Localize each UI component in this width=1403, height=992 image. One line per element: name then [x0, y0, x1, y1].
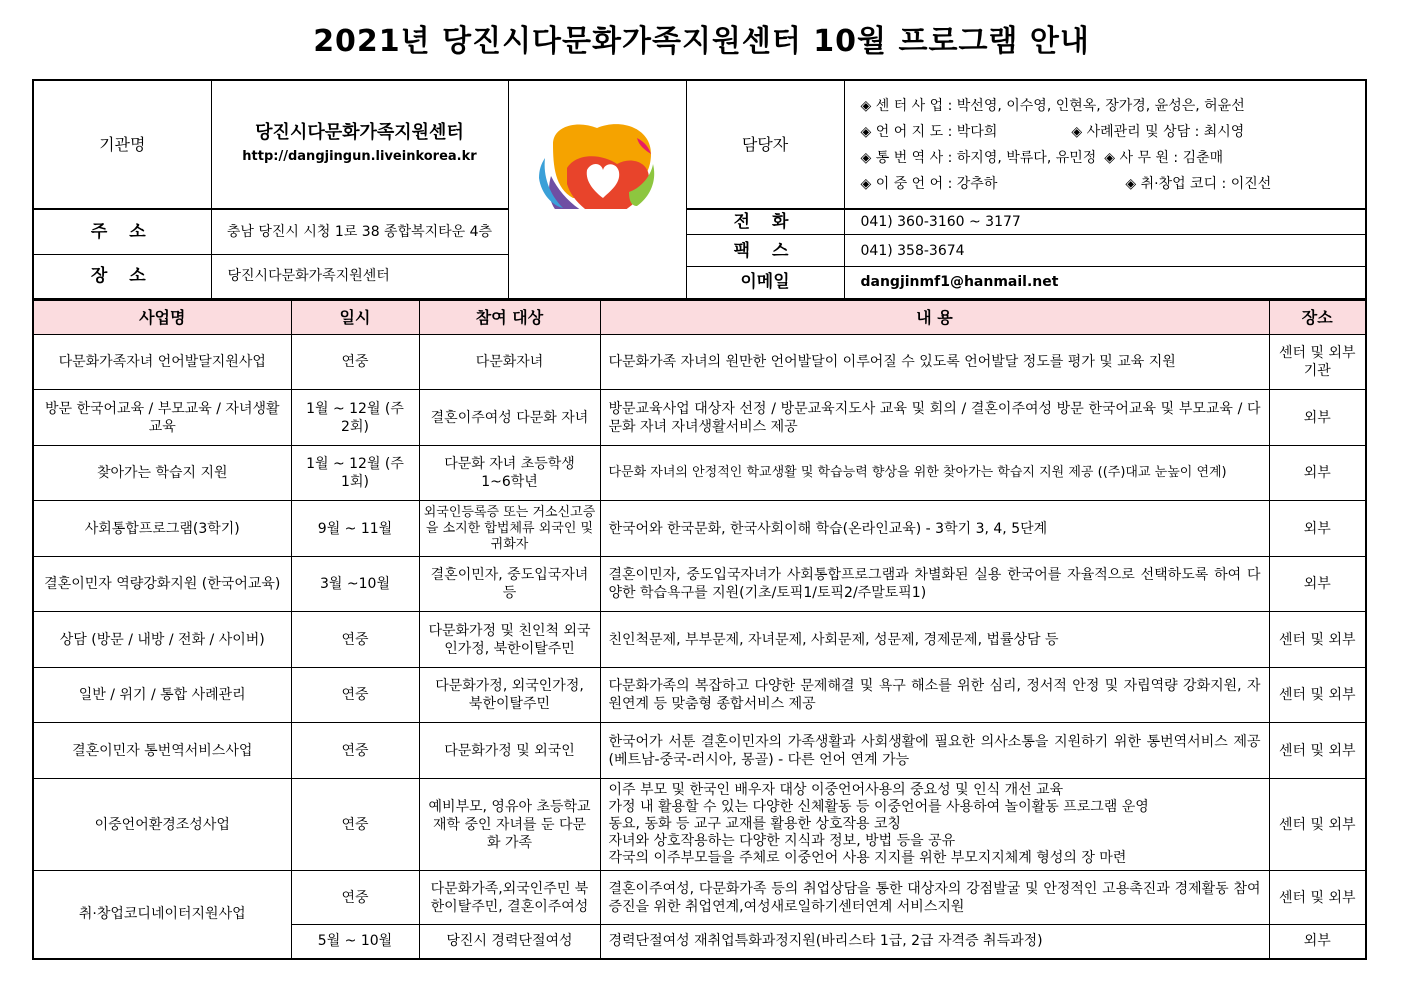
- program-content: 경력단절여성 재취업특화과정지원(바리스타 1급, 2급 자격증 취득과정): [600, 925, 1269, 959]
- program-target: 예비부모, 영유아 초등학교 재학 중인 자녀를 둔 다문화 가족: [419, 779, 600, 871]
- program-place: 외부: [1269, 446, 1366, 501]
- center-info-table: [32, 79, 1367, 210]
- table-row: [33, 871, 1366, 925]
- table-row: [33, 446, 1366, 501]
- program-place: 센터 및 외부: [1269, 668, 1366, 723]
- program-place: 외부: [1269, 501, 1366, 557]
- table-row: [33, 335, 1366, 390]
- program-place: 센터 및 외부: [1269, 612, 1366, 668]
- table-row: [33, 501, 1366, 557]
- program-date: 1월 ~ 12월 (주 1회): [291, 446, 419, 501]
- email-label: 이메일: [686, 267, 844, 299]
- address-label: 주 소: [33, 209, 211, 255]
- program-target: 외국인등록증 또는 거소신고증을 소지한 합법체류 외국인 및 귀화자: [419, 501, 600, 557]
- center-logo-icon: [533, 114, 661, 210]
- program-name: 다문화가족자녀 언어발달지원사업: [33, 335, 291, 390]
- content-line: 이주 부모 및 한국인 배우자 대상 이중언어사용의 중요성 및 인식 개선 교육: [608, 782, 1064, 798]
- program-content: 방문교육사업 대상자 선정 / 방문교육지도사 교육 및 회의 / 결혼이주여성 방문 한국어교육 및 부모교육 / 다문화 자녀 자녀생활서비스 제공: [600, 390, 1269, 446]
- program-target: 다문화가정 및 친인척 외국인가정, 북한이탈주민: [419, 612, 600, 668]
- program-content: 한국어와 한국문화, 한국사회이해 학습(온라인교육) - 3학기 3, 4, 5단계: [600, 501, 1269, 557]
- fax-value: 041) 358-3674: [844, 235, 1366, 267]
- content-line: 자녀와 상호작용하는 다양한 지식과 정보, 방법 등을 공유: [608, 833, 956, 849]
- program-target: 다문화가족,외국인주민 북한이탈주민, 결혼이주여성: [419, 871, 600, 925]
- program-content: 다문화 자녀의 안정적인 학교생활 및 학습능력 향상을 위한 찾아가는 학습지 지원 제공 ((주)대교 눈높이 연계): [600, 446, 1269, 501]
- program-content: 다문화가족의 복잡하고 다양한 문제해결 및 욕구 해소를 위한 심리, 정서적 안정 및 자립역량 강화지원, 자원연계 등 맞춤형 종합서비스 제공: [600, 668, 1269, 723]
- program-target: 다문화가정, 외국인가정, 북한이탈주민: [419, 668, 600, 723]
- program-content: 결혼이주여성, 다문화가족 등의 취업상담을 통한 대상자의 강점발굴 및 안정적인 고용촉진과 경제활동 참여 증진을 위한 취업연계,여성새로일하기센터연계 서비스지원: [600, 871, 1269, 925]
- place-value: 당진시다문화가족지원센터: [211, 255, 508, 299]
- address-value: 충남 당진시 시청 1로 38 종합복지타운 4층: [211, 209, 508, 255]
- program-name: 사회통합프로그램(3학기): [33, 501, 291, 557]
- center-info-table-lower: [32, 208, 1367, 300]
- logo-cell: [508, 80, 686, 209]
- content-line: 가정 내 활용할 수 있는 다양한 신체활동 등 이중언어를 사용하여 놀이활동 프로그램 운영: [608, 799, 1149, 815]
- table-row: [33, 779, 1366, 871]
- staff-line: ◈ 센 터 사 업 : 박선영, 이수영, 인현옥, 장가경, 윤성은, 허윤선: [860, 97, 1245, 114]
- place-label: 장 소: [33, 255, 211, 299]
- header-cell: 장소: [1269, 301, 1366, 335]
- program-content: 다문화가족 자녀의 원만한 언어발달이 이루어질 수 있도록 언어발달 정도를 평가 및 교육 지원: [600, 335, 1269, 390]
- phone-value: 041) 360-3160 ~ 3177: [844, 209, 1366, 235]
- program-content: [600, 779, 1269, 871]
- program-place: 외부: [1269, 925, 1366, 959]
- header-cell: 일시: [291, 301, 419, 335]
- program-name: 상담 (방문 / 내방 / 전화 / 사이버): [33, 612, 291, 668]
- program-name: 찾아가는 학습지 지원: [33, 446, 291, 501]
- program-date: 1월 ~ 12월 (주 2회): [291, 390, 419, 446]
- program-name: 결혼이민자 역량강화지원 (한국어교육): [33, 557, 291, 612]
- program-date: 5월 ~ 10월: [291, 925, 419, 959]
- program-name: 방문 한국어교육 / 부모교육 / 자녀생활교육: [33, 390, 291, 446]
- program-target: 결혼이민자, 중도입국자녀 등: [419, 557, 600, 612]
- program-target: 다문화자녀: [419, 335, 600, 390]
- email-value[interactable]: dangjinmf1@hanmail.net: [844, 267, 1366, 299]
- org-url[interactable]: http://dangjingun.liveinkorea.kr: [242, 148, 477, 164]
- header-cell: 참여 대상: [419, 301, 600, 335]
- org-name: 당진시다문화가족지원센터: [255, 121, 464, 143]
- program-date: 연중: [291, 668, 419, 723]
- staff-line: ◈ 통 번 역 사 : 하지영, 박류다, 유민정 ◈ 사 무 원 : 김춘매: [860, 149, 1224, 166]
- staff-line: ◈ 이 중 언 어 : 강추하 ◈ 취·창업 코디 : 이진선: [860, 175, 1272, 192]
- program-date: 9월 ~ 11월: [291, 501, 419, 557]
- staff-cell: [844, 80, 1366, 209]
- staff-line: ◈ 언 어 지 도 : 박다희 ◈ 사례관리 및 상담 : 최시영: [860, 123, 1245, 140]
- program-target: 당진시 경력단절여성: [419, 925, 600, 959]
- program-place: 센터 및 외부: [1269, 779, 1366, 871]
- program-name: 취·창업코디네이터지원사업: [33, 871, 291, 959]
- org-label: 기관명: [33, 80, 211, 209]
- table-row: [33, 557, 1366, 612]
- phone-label: 전 화: [686, 209, 844, 235]
- program-name: 일반 / 위기 / 통합 사례관리: [33, 668, 291, 723]
- program-place: 센터 및 외부기관: [1269, 335, 1366, 390]
- program-date: 연중: [291, 723, 419, 779]
- header-cell: 사업명: [33, 301, 291, 335]
- program-content: 한국어가 서툰 결혼이민자의 가족생활과 사회생활에 필요한 의사소통을 지원하기 위한 통번역서비스 제공(베트남-중국-러시아, 몽골) - 다른 언어 연계 가능: [600, 723, 1269, 779]
- program-name: 결혼이민자 통번역서비스사업: [33, 723, 291, 779]
- program-date: 연중: [291, 335, 419, 390]
- org-cell: [211, 80, 508, 209]
- table-row: [33, 612, 1366, 668]
- manager-label: 담당자: [686, 80, 844, 209]
- table-row: [33, 390, 1366, 446]
- program-place: 센터 및 외부: [1269, 871, 1366, 925]
- program-target: 다문화가정 및 외국인: [419, 723, 600, 779]
- program-content: 결혼이민자, 중도입국자녀가 사회통합프로그램과 차별화된 실용 한국어를 자율적으로 선택하도록 하여 다양한 학습욕구를 지원(기초/토픽1/토픽2/주말토픽1): [600, 557, 1269, 612]
- program-date: 연중: [291, 612, 419, 668]
- program-date: 연중: [291, 871, 419, 925]
- table-row: [33, 723, 1366, 779]
- program-name: 이중언어환경조성사업: [33, 779, 291, 871]
- program-table: [32, 300, 1367, 960]
- program-target: 다문화 자녀 초등학생 1~6학년: [419, 446, 600, 501]
- header-cell: 내 용: [600, 301, 1269, 335]
- content-line: 동요, 동화 등 교구 교재를 활용한 상호작용 코칭: [608, 816, 902, 832]
- program-place: 센터 및 외부: [1269, 723, 1366, 779]
- logo-spacer: [508, 209, 686, 299]
- program-date: 3월 ~10월: [291, 557, 419, 612]
- program-date: 연중: [291, 779, 419, 871]
- content-line: 각국의 이주부모들을 주체로 이중언어 사용 지지를 위한 부모지지체계 형성의 장 마련: [608, 850, 1127, 866]
- page-title: 2021년 당진시다문화가족지원센터 10월 프로그램 안내: [313, 24, 1090, 59]
- program-place: 외부: [1269, 557, 1366, 612]
- program-target: 결혼이주여성 다문화 자녀: [419, 390, 600, 446]
- program-header-row: [33, 301, 1366, 335]
- fax-label: 팩 스: [686, 235, 844, 267]
- program-content: 친인척문제, 부부문제, 자녀문제, 사회문제, 성문제, 경제문제, 법률상담 등: [600, 612, 1269, 668]
- program-place: 외부: [1269, 390, 1366, 446]
- table-row: [33, 668, 1366, 723]
